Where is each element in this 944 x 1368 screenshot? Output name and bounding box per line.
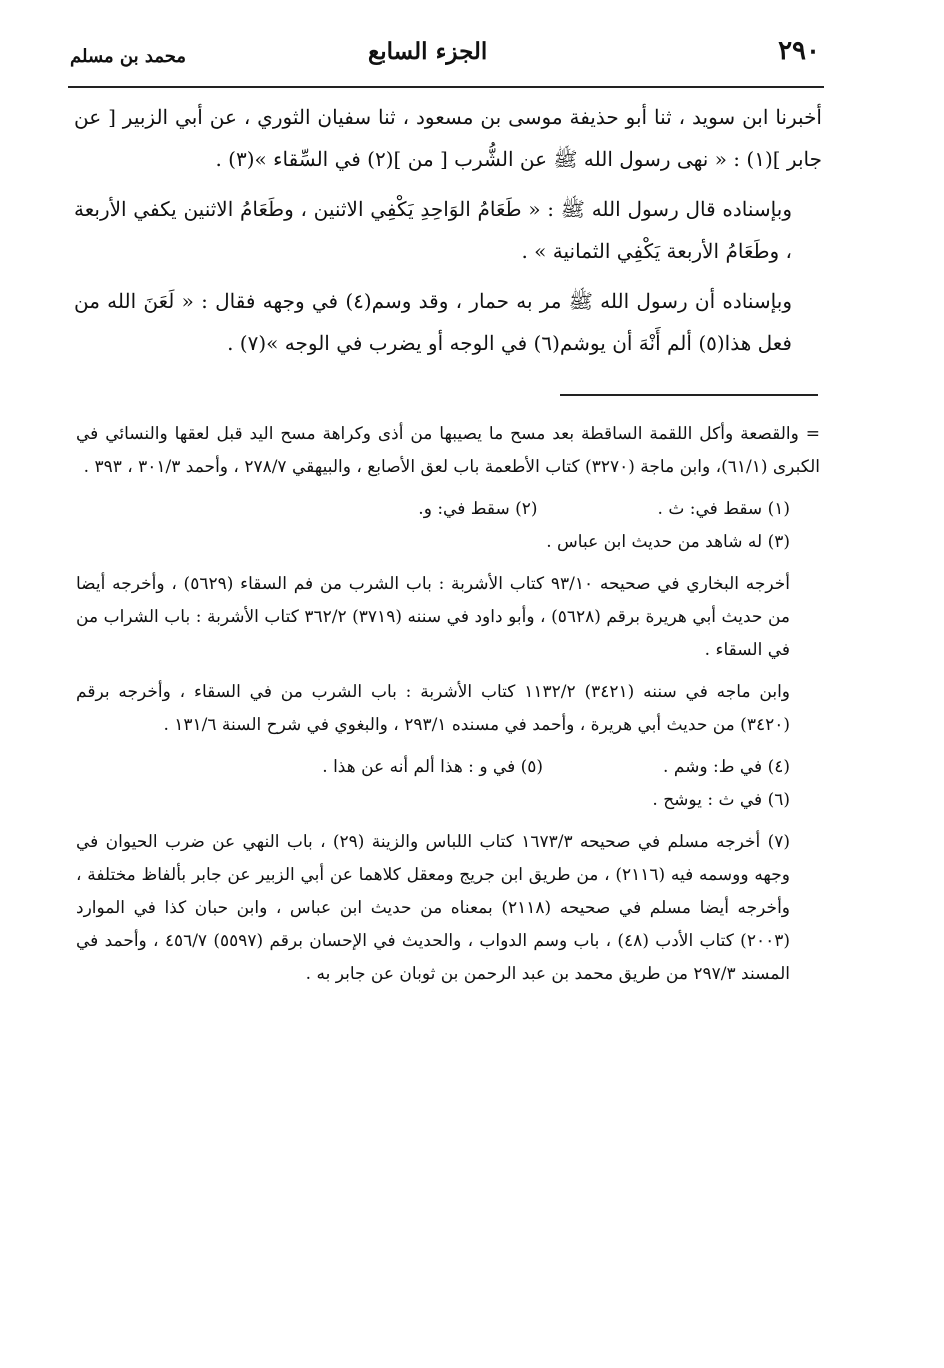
hadith-paragraph-3: وبإسناده أن رسول الله ﷺ مر به حمار ، وقد وسم(٤) في وجهه فقال : « لَعَنَ الله من فعل هذا(٥) ألم أَنْهَ أن يوشم(٦) في الوجه أو يضرب في الوجه »(٧) . [74,289,792,355]
footnote-3: (٣) له شاهد من حديث ابن عباس . [546,532,790,552]
footnote-continuation: = والقصعة وأكل اللقمة الساقطة بعد مسح ما يصيبها من أذى وكراهة مسح اليد قبل لعقها والنسائي في الكبرى (٦١/١)، وابن ماجة (٣٢٧٠) كتاب الأطعمة باب لعق الأصابع ، والبيهقي ٢٧٨/٧ ، وأحمد ٣٠١/٣ ، ٣٩٣ . [76,424,820,477]
footnote-row [76,493,820,526]
footnote-separator [560,394,818,396]
footnotes [76,418,820,1000]
hadith-paragraph-1: أخبرنا ابن سويد ، ثنا أبو حذيفة موسى بن مسعود ، ثنا سفيان الثوري ، عن أبي الزبير [ عن جابر ](١) : « نهى رسول الله ﷺ عن الشُّرب [ من ](٢) في السِّقاء »(٣) . [74,105,822,171]
main-text [74,96,822,372]
footnote-3-detail-2: وابن ماجه في سننه (٣٤٢١) ١١٣٢/٢ كتاب الأشربة : باب الشرب من في السقاء ، وأخرجه برقم (٣٤٢٠) من حديث أبي هريرة ، وأحمد في مسنده ٢٩٣/١ ، والبغوي في شرح السنة ١٣١/٦ . [76,682,790,735]
author-name: محمد بن مسلم [70,46,186,67]
footnote-1: (١) سقط في: ث . [657,499,790,519]
footnote-7: (٧) أخرجه مسلم في صحيحه ١٦٧٣/٣ كتاب اللباس والزينة (٢٩) ، باب النهي عن ضرب الحيوان في وجهه ووسمه فيه (٢١١٦) ، من طريق ابن جريج ومعقل كلاهما عن أبي الزبير عن جابر بألفاظ مختلفة ، وأخرجه أيضا مسلم في صحيحه (٢١١٨) بمعناه من حديث ابن عباس ، وابن حبان كذا في الموارد (٢٠٠٣) كتاب الأدب (٤٨) ، باب وسم الدواب ، والحديث في الإحسان برقم (٥٥٩٧) ٤٥٦/٧ ، وأحمد في المسند ٢٩٧/٣ من طريق محمد بن عبد الرحمن بن ثوبان عن جابر به . [76,832,790,984]
hadith-paragraph-2: وبإسناده قال رسول الله ﷺ : « طَعَامُ الوَاحِدِ يَكْفِي الاثنين ، وطَعَامُ الاثنين يكفي الأربعة ، وطَعَامُ الأربعة يَكْفِي الثمانية » . [74,197,792,263]
footnote-2: (٢) سقط في: و. [418,499,538,519]
footnote-3-detail-1: أخرجه البخاري في صحيحه ٩٣/١٠ كتاب الأشربة : باب الشرب من فم السقاء (٥٦٢٩) ، وأخرجه أيضا من حديث أبي هريرة برقم (٥٦٢٨) ، وأبو داود في سننه (٣٧١٩) ٣٦٢/٢ كتاب الأشربة : باب الشراب من في السقاء . [76,574,790,660]
volume-title: الجزء السابع [368,38,488,65]
footnote-6: (٦) في ث : يوشح . [652,790,790,810]
footnote-5: (٥) في و : هذا ألم أنه عن هذا . [322,757,544,777]
footnote-4: (٤) في ط: وشم . [663,757,790,777]
page-header [68,36,824,88]
footnote-row [76,751,820,784]
page-number: ٢٩٠ [778,36,820,66]
